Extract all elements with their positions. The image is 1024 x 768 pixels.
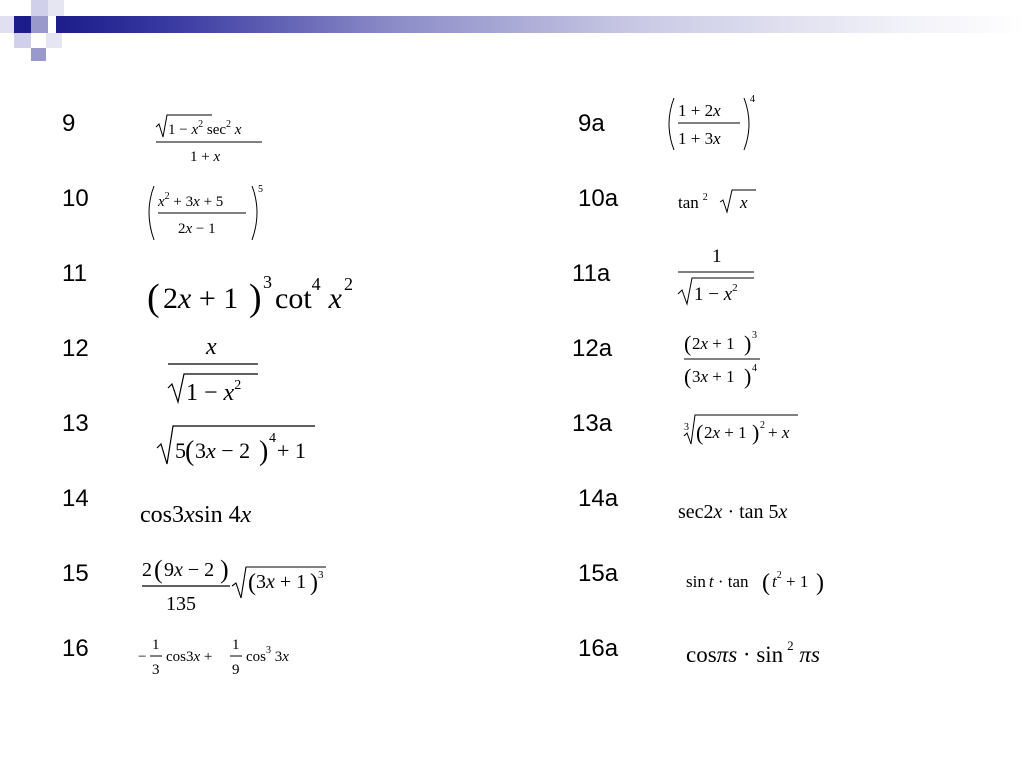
svg-text:+ x: + x <box>768 423 790 442</box>
svg-text:x: x <box>206 334 217 360</box>
svg-text:cot4x2: $\cot^4 x$ $^2$ <box>275 274 353 315</box>
svg-text:2x + 1: 2x + 1 <box>704 423 747 442</box>
expression-14a <box>676 496 836 532</box>
expression-16 <box>138 632 318 682</box>
problem-number: 10a <box>578 185 619 212</box>
svg-text:9x − 2: 9x − 2 <box>164 559 215 581</box>
expression-12a <box>682 326 782 396</box>
svg-text:3: 3 <box>752 330 757 341</box>
deco-square-light <box>14 33 31 48</box>
svg-text:sec2x · tan 5x: sec2x · tan 5x <box>678 501 788 523</box>
header-gradient-bar <box>56 16 1024 33</box>
expression-10a <box>676 184 776 220</box>
expression-15a <box>684 562 834 602</box>
svg-text:3: 3 <box>318 569 324 581</box>
expression-14 <box>140 496 310 536</box>
svg-text:): ) <box>220 555 229 584</box>
problem-number: 10 <box>62 185 89 212</box>
problem-number: 16 <box>62 635 89 662</box>
expression-16a <box>684 636 864 676</box>
svg-text:(: ( <box>248 570 256 596</box>
deco-square-light <box>31 0 48 16</box>
svg-text:1 − x2 sec2 x: $1 - x^2$ $\sec^2 x$ <box>168 119 242 138</box>
svg-text:5: 5 <box>258 184 263 195</box>
svg-text:(: ( <box>154 555 163 584</box>
problem-number: 15 <box>62 560 89 587</box>
svg-text:(: ( <box>684 364 692 389</box>
svg-text:): ) <box>249 277 262 319</box>
svg-text:3x + 1: 3x + 1 <box>256 571 307 593</box>
svg-text:3: 3 <box>684 422 689 433</box>
svg-text:2: 2 <box>760 420 765 431</box>
expression-15 <box>140 552 340 616</box>
svg-text:4: 4 <box>750 94 755 105</box>
problem-number: 14 <box>62 485 89 512</box>
problem-number: 14a <box>578 485 619 512</box>
expression-11a <box>676 240 766 312</box>
svg-text:x2 + 3x + 5: $x^2 + 3x + 5$ <box>158 191 224 210</box>
expression-13a <box>682 410 812 450</box>
problem-number: 11 <box>62 260 87 287</box>
problem-number: 9a <box>578 110 605 137</box>
svg-text:tan2: tan $^2$ <box>678 192 708 212</box>
svg-text:4: 4 <box>752 363 757 374</box>
svg-text:): ) <box>816 570 824 596</box>
expression-13 <box>155 418 325 468</box>
svg-text:1: 1 <box>152 637 160 653</box>
expression-12 <box>160 330 270 410</box>
svg-text:3: 3 <box>263 272 272 292</box>
svg-text:3: 3 <box>152 662 160 678</box>
svg-text:−: − <box>138 649 147 665</box>
svg-text:cos3x +: cos3x + <box>166 649 213 665</box>
problem-number: 16a <box>578 635 619 662</box>
deco-square-navy <box>14 16 31 33</box>
svg-text:(: ( <box>684 331 692 356</box>
problem-number: 15a <box>578 560 619 587</box>
svg-text:2x + 1: 2x + 1 <box>163 282 239 315</box>
problem-number: 13a <box>572 410 613 437</box>
svg-text:4: 4 <box>269 431 276 446</box>
svg-text:+ 1: + 1 <box>277 438 306 463</box>
svg-text:): ) <box>752 420 760 445</box>
svg-text:3x + 1: 3x + 1 <box>692 367 735 386</box>
svg-text:1 + x: 1 + x <box>190 149 221 165</box>
deco-square-light <box>46 33 62 48</box>
svg-text:2x + 1: 2x + 1 <box>692 334 735 353</box>
svg-text:): ) <box>259 436 269 467</box>
deco-square-light <box>48 0 64 16</box>
svg-text:cosπs · sin2 πs: cosπs · sin $^2$ πs <box>686 638 820 667</box>
deco-square-light <box>0 16 14 33</box>
svg-text:x: x <box>740 193 748 212</box>
svg-text:sint · tan: sin t · tan <box>686 572 749 591</box>
svg-text:135: 135 <box>166 593 196 615</box>
svg-text:3x − 2: 3x − 2 <box>195 438 251 463</box>
expression-10 <box>140 178 280 248</box>
svg-text:(: ( <box>762 570 770 596</box>
svg-text:(: ( <box>185 436 195 467</box>
svg-text:2: 2 <box>142 559 152 581</box>
svg-text:): ) <box>310 570 318 596</box>
expression-9 <box>150 110 280 170</box>
svg-text:9: 9 <box>232 662 240 678</box>
svg-text:t2 + 1: $t^2 + 1$ <box>772 570 809 591</box>
expression-11 <box>145 268 405 328</box>
svg-text:5: 5 <box>175 438 186 463</box>
svg-text:1: 1 <box>232 637 240 653</box>
svg-text:1 − x2: $1 - x^2$ <box>186 378 242 406</box>
problem-number: 12 <box>62 335 89 362</box>
svg-text:cos3xsin 4x: cos3xsin 4x <box>140 502 252 528</box>
svg-text:1 + 2x: 1 + 2x <box>678 101 721 120</box>
svg-text:cos3 3x: $\cos^3 3x$ <box>246 645 289 665</box>
problem-number: 9 <box>62 110 76 137</box>
svg-text:): ) <box>744 331 752 356</box>
problem-number: 12a <box>572 335 613 362</box>
svg-text:): ) <box>744 364 752 389</box>
svg-text:(: ( <box>147 277 160 319</box>
deco-square-mid <box>31 16 48 33</box>
problem-number: 11a <box>572 260 611 287</box>
svg-text:1 + 3x: 1 + 3x <box>678 129 721 148</box>
svg-text:1 − x2: $1 - x^2$ <box>694 282 738 305</box>
deco-square-mid <box>31 48 46 61</box>
problem-number: 13 <box>62 410 89 437</box>
svg-text:(: ( <box>696 420 704 445</box>
svg-text:2x − 1: 2x − 1 <box>178 221 216 237</box>
expression-9a <box>664 92 774 156</box>
svg-text:1: 1 <box>712 246 722 267</box>
